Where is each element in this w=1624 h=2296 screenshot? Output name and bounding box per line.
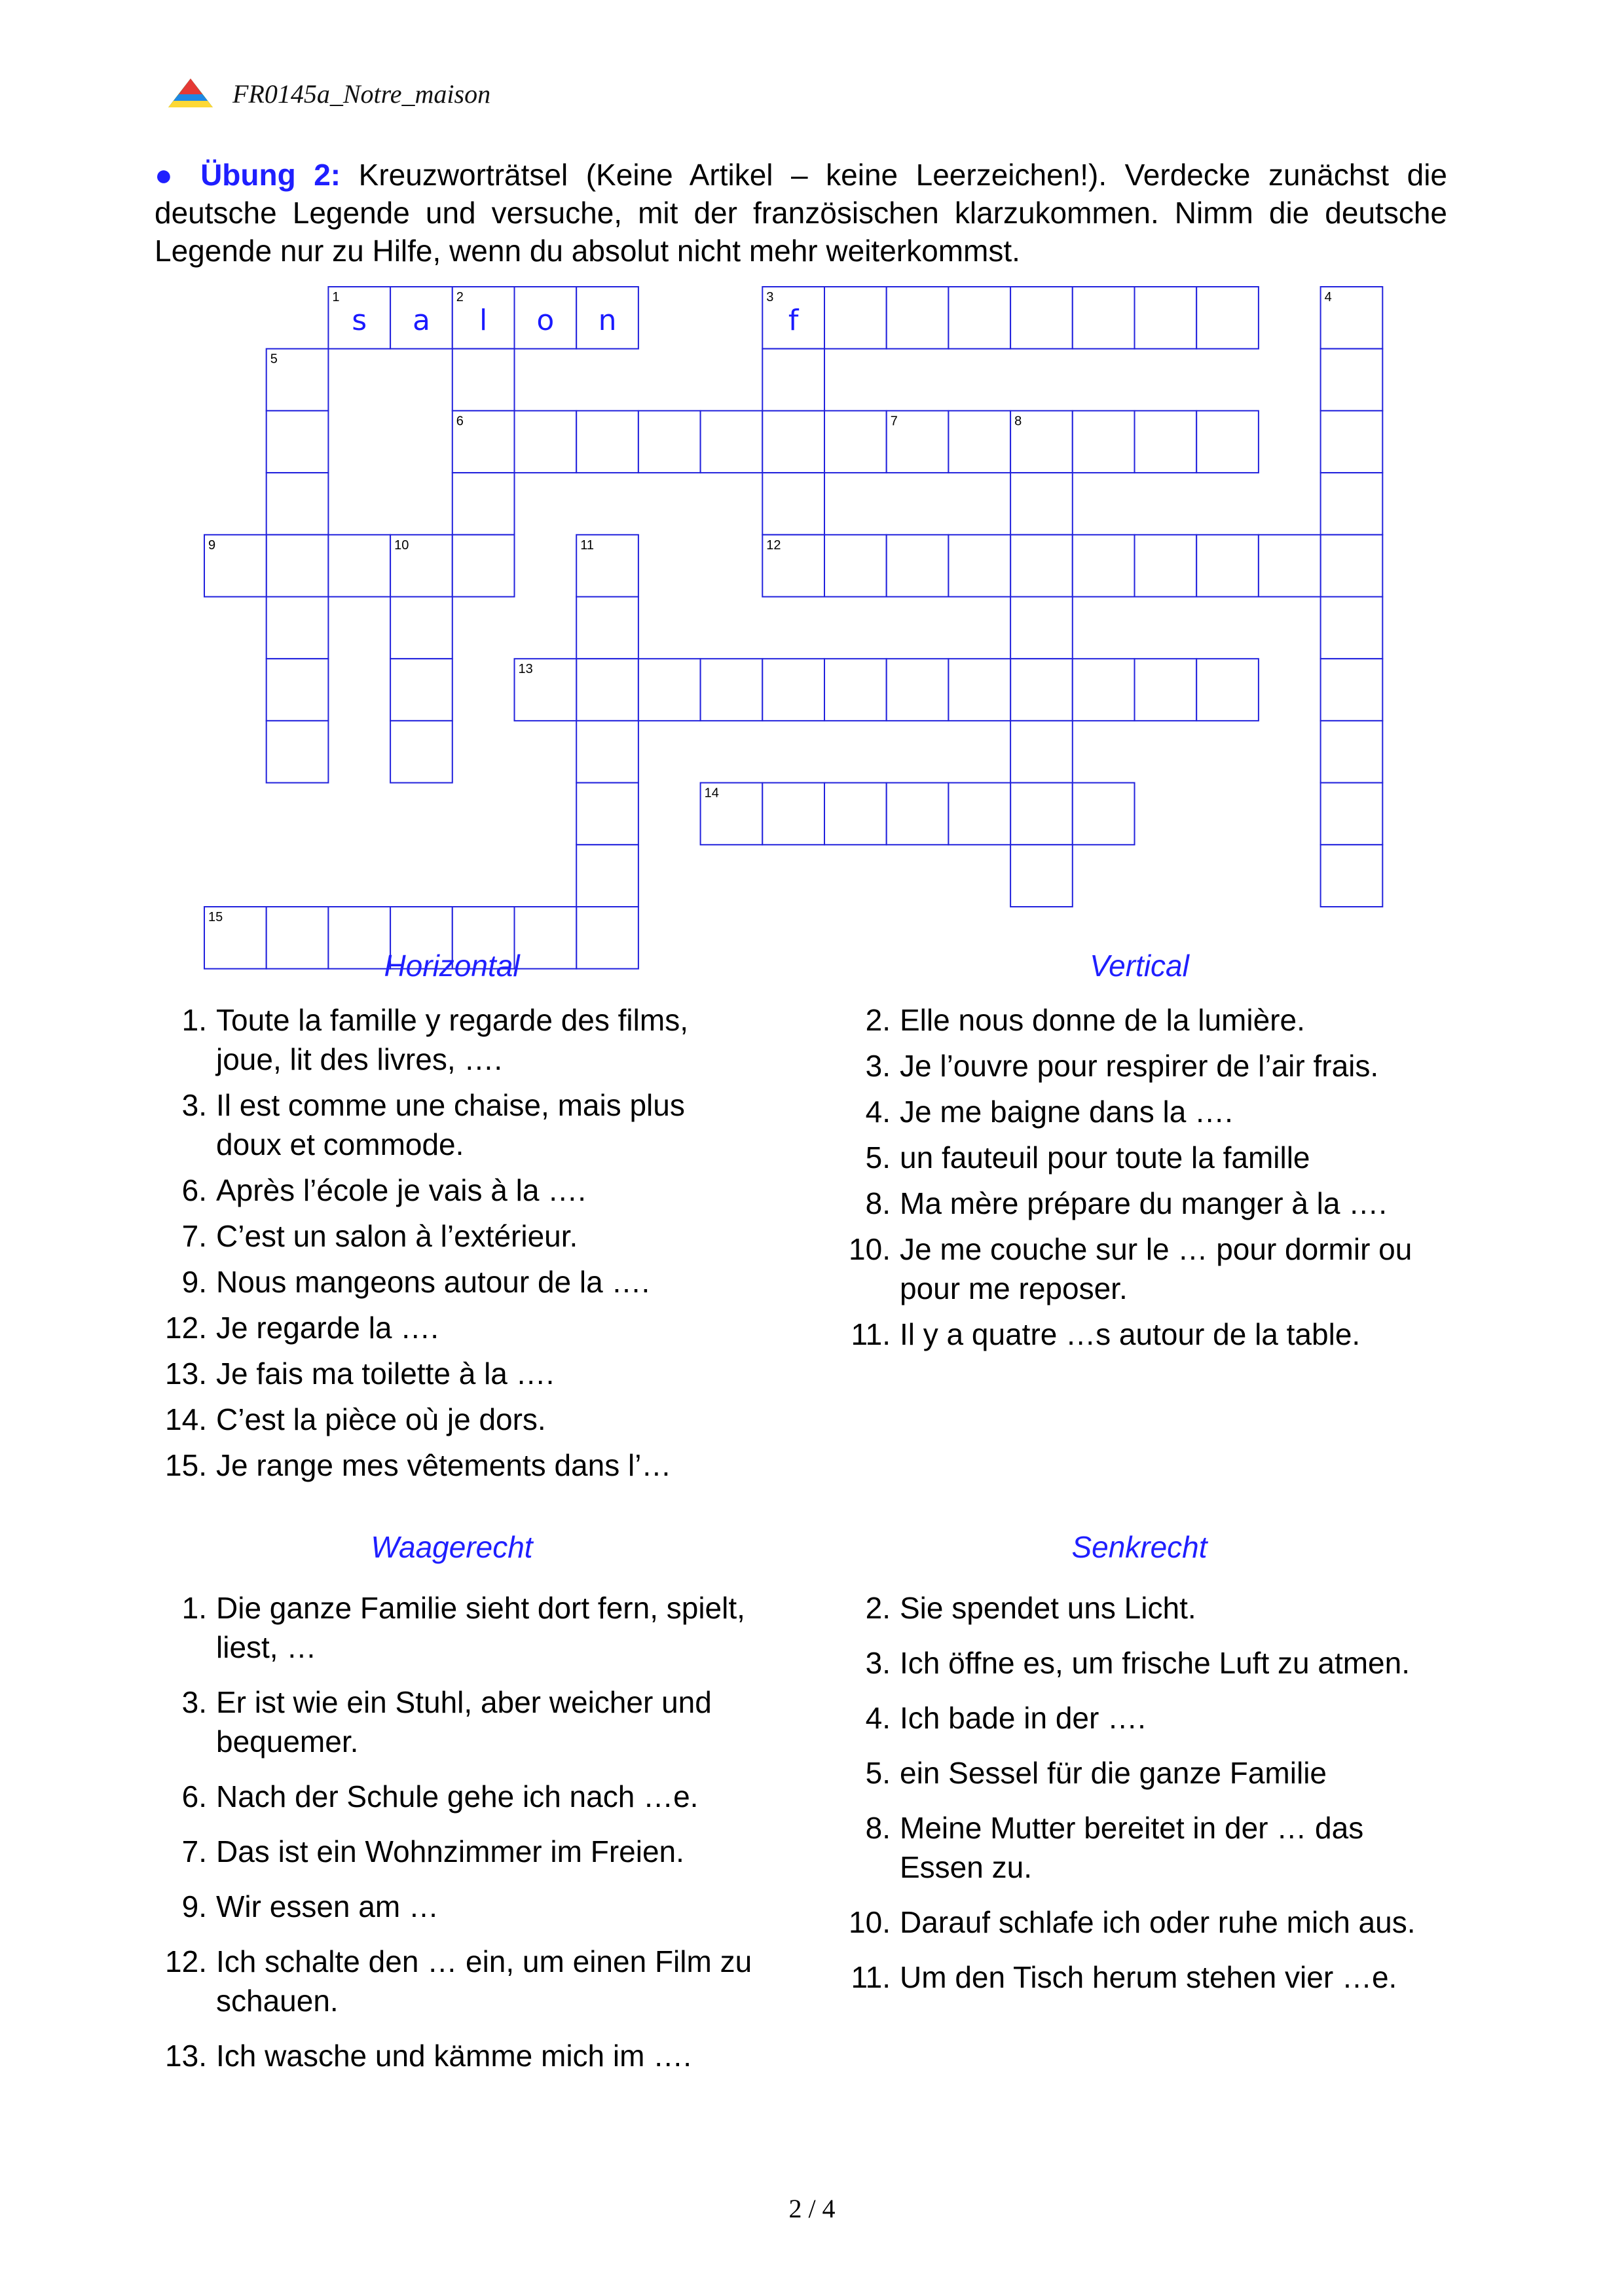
clue-item-text: Je me baigne dans la …. [900, 1095, 1233, 1129]
crossword-grid [0, 0, 1624, 982]
crossword-cell[interactable] [1196, 287, 1259, 349]
clue-number: 8 [1014, 414, 1022, 429]
crossword-cell[interactable] [1010, 721, 1073, 783]
clue-item [838, 1138, 1454, 1177]
crossword-cell[interactable] [576, 845, 638, 907]
crossword-cell[interactable] [948, 535, 1010, 597]
clue-item [838, 1753, 1454, 1793]
crossword-cell[interactable] [1135, 535, 1197, 597]
clue-item-text: Il y a quatre …s autour de la table. [900, 1317, 1361, 1351]
clue-number: 14 [704, 786, 719, 801]
crossword-cell[interactable] [1321, 535, 1383, 597]
clue-item [838, 1046, 1454, 1085]
crossword-cell[interactable] [576, 410, 638, 473]
crossword-cell[interactable] [948, 783, 1010, 845]
clue-item [838, 1958, 1454, 1997]
clue-number: 9 [208, 538, 216, 553]
clue-number: 10 [394, 538, 409, 553]
crossword-cell[interactable] [452, 349, 515, 411]
clue-item-number: 1. [181, 1003, 207, 1037]
crossword-cell[interactable] [1010, 473, 1073, 535]
crossword-cell[interactable] [638, 410, 701, 473]
crossword-cell[interactable] [576, 659, 638, 721]
clue-item [155, 1683, 757, 1761]
clue-item [155, 1262, 757, 1302]
crossword-cell[interactable] [762, 659, 824, 721]
clue-item-number: 9. [181, 1889, 207, 1923]
crossword-cell[interactable] [638, 659, 701, 721]
crossword-cell[interactable] [1010, 597, 1073, 659]
clue-item [155, 1588, 757, 1667]
french-horizontal-clues [155, 1000, 757, 1491]
crossword-cell[interactable] [948, 410, 1010, 473]
clue-item-number: 14. [165, 1402, 207, 1436]
clue-item-number: 7. [181, 1834, 207, 1868]
crossword-cell[interactable] [515, 410, 577, 473]
crossword-cell[interactable] [762, 410, 824, 473]
exercise-title: Übung 2: [200, 158, 341, 192]
crossword-cell[interactable] [887, 287, 949, 349]
crossword-cell[interactable] [267, 410, 329, 473]
instruction-text: Kreuzworträtsel (Keine Artikel – keine Leerzeichen!). Verdecke zunächst die deutsche Legende und versuche, mit der französischen klarzukommen. Nimm die deutsche Legende nur zu Hilfe, wenn du absolut nicht mehr weiterkommst. [155, 158, 1448, 268]
clue-item-number: 5. [865, 1756, 891, 1790]
clue-item-number: 15. [165, 1448, 207, 1482]
clue-item-text: Je regarde la …. [216, 1311, 439, 1345]
crossword-cell[interactable] [1073, 659, 1135, 721]
crossword-cell[interactable] [824, 535, 887, 597]
clue-item-number: 13. [165, 2039, 207, 2073]
clue-item [155, 1777, 757, 1816]
crossword-cell[interactable] [1073, 410, 1135, 473]
crossword-cell[interactable] [1321, 410, 1383, 473]
clue-item [155, 1887, 757, 1926]
german-vertical-title: Senkrecht [1071, 1530, 1208, 1564]
crossword-cell[interactable] [267, 473, 329, 535]
crossword-cell[interactable] [390, 721, 452, 783]
clue-number: 2 [456, 290, 464, 304]
crossword-cell[interactable] [576, 783, 638, 845]
clue-item-number: 2. [865, 1591, 891, 1625]
clue-item [838, 1698, 1454, 1738]
crossword-cell[interactable] [452, 535, 515, 597]
clue-item-number: 3. [865, 1049, 891, 1083]
clue-item-number: 13. [165, 1357, 207, 1391]
clue-item-text: Das ist ein Wohnzimmer im Freien. [216, 1834, 684, 1868]
clue-item [155, 1446, 757, 1485]
crossword-cell[interactable] [576, 721, 638, 783]
clue-item-text: Meine Mutter bereitet in der … das Essen zu. [900, 1811, 1364, 1884]
crossword-cell[interactable] [948, 287, 1010, 349]
clue-item-number: 4. [865, 1701, 891, 1735]
crossword-cell[interactable] [1135, 659, 1197, 721]
french-vertical-clues [838, 1000, 1454, 1360]
crossword-cell[interactable] [267, 535, 329, 597]
clue-item-text: Wir essen am … [216, 1889, 439, 1923]
clue-item [838, 1315, 1454, 1354]
crossword-cell[interactable] [1321, 721, 1383, 783]
clue-item [838, 1230, 1454, 1308]
clue-item-number: 8. [865, 1811, 891, 1845]
clue-item-number: 11. [851, 1960, 891, 1994]
clue-item-text: Nach der Schule gehe ich nach …e. [216, 1779, 699, 1813]
filled-letter: n [598, 304, 617, 337]
clue-number: 15 [208, 910, 223, 924]
clue-item [838, 1184, 1454, 1223]
german-horizontal-clues [155, 1588, 757, 2091]
filled-letter: a [412, 304, 430, 337]
crossword-cell[interactable] [824, 410, 887, 473]
crossword-cell[interactable] [1196, 535, 1259, 597]
clue-number: 5 [270, 352, 278, 367]
crossword-cell[interactable] [701, 659, 763, 721]
clue-item-text: C’est un salon à l’extérieur. [216, 1219, 578, 1253]
clue-item-text: Après l’école je vais à la …. [216, 1173, 587, 1207]
filled-letter: o [536, 304, 555, 337]
clue-item-number: 11. [851, 1317, 891, 1351]
crossword-cell[interactable] [1135, 410, 1197, 473]
clue-item-text: Ma mère prépare du manger à la …. [900, 1186, 1388, 1220]
clue-item-number: 3. [181, 1088, 207, 1122]
clue-item [838, 1000, 1454, 1040]
clue-item-number: 6. [181, 1779, 207, 1813]
crossword-cell[interactable] [1321, 473, 1383, 535]
clue-item-number: 9. [181, 1265, 207, 1299]
clue-item-text: C’est la pièce où je dors. [216, 1402, 546, 1436]
clue-item-number: 3. [181, 1685, 207, 1719]
clue-item-text: Ich schalte den … ein, um einen Film zu schauen. [216, 1944, 752, 2018]
crossword-cell[interactable] [824, 783, 887, 845]
clue-item-text: Er ist wie ein Stuhl, aber weicher und bequemer. [216, 1685, 712, 1758]
clue-item-number: 5. [865, 1140, 891, 1175]
crossword-cell[interactable] [267, 597, 329, 659]
crossword-cell[interactable] [1321, 597, 1383, 659]
clue-item-number: 6. [181, 1173, 207, 1207]
crossword-cell[interactable] [1073, 287, 1135, 349]
crossword-cell[interactable] [1196, 410, 1259, 473]
clue-item-text: Um den Tisch herum stehen vier …e. [900, 1960, 1397, 1994]
clue-item [838, 1903, 1454, 1942]
clue-item [155, 2036, 757, 2075]
crossword-cell[interactable] [887, 659, 949, 721]
clue-item-text: ein Sessel für die ganze Familie [900, 1756, 1327, 1790]
clue-number: 11 [580, 538, 594, 553]
crossword-cell[interactable] [762, 349, 824, 411]
crossword-cell[interactable] [390, 597, 452, 659]
crossword-cell[interactable] [762, 783, 824, 845]
crossword-cell[interactable] [1010, 783, 1073, 845]
clue-number: 12 [766, 538, 781, 553]
crossword-cell[interactable] [1135, 287, 1197, 349]
crossword-cell[interactable] [1010, 535, 1073, 597]
crossword-cell[interactable] [1259, 535, 1321, 597]
clue-item [155, 1216, 757, 1256]
crossword-cell[interactable] [267, 721, 329, 783]
clue-item-number: 12. [165, 1944, 207, 1978]
clue-item-text: Ich wasche und kämme mich im …. [216, 2039, 692, 2073]
crossword-cell[interactable] [1321, 783, 1383, 845]
german-vertical-clues [838, 1588, 1454, 2013]
crossword-cell[interactable] [887, 535, 949, 597]
clue-number: 1 [332, 290, 340, 304]
clue-item-number: 1. [181, 1591, 207, 1625]
clue-item [155, 1400, 757, 1439]
clue-item-text: Je l’ouvre pour respirer de l’air frais. [900, 1049, 1379, 1083]
clue-item-text: Je range mes vêtements dans l’… [216, 1448, 672, 1482]
crossword-cell[interactable] [1010, 287, 1073, 349]
german-horizontal-title: Waagerecht [371, 1530, 533, 1564]
clue-number: 13 [518, 662, 533, 677]
clue-item [155, 1171, 757, 1210]
clue-item-text: Darauf schlafe ich oder ruhe mich aus. [900, 1905, 1416, 1939]
clue-item-text: Die ganze Familie sieht dort fern, spielt, liest, … [216, 1591, 745, 1664]
clue-item-text: Il est comme une chaise, mais plus doux et commode. [216, 1088, 685, 1161]
filled-letter: f [788, 304, 799, 337]
crossword-cell[interactable] [824, 659, 887, 721]
crossword-cell[interactable] [948, 659, 1010, 721]
clue-number: 4 [1324, 290, 1332, 304]
clue-item [838, 1808, 1454, 1887]
clue-number: 7 [890, 414, 898, 429]
crossword-cell[interactable] [1010, 845, 1073, 907]
crossword-cell[interactable] [1073, 535, 1135, 597]
clue-item [155, 1832, 757, 1871]
clue-number: 3 [766, 290, 774, 304]
french-horizontal-title: Horizontal [384, 949, 520, 983]
clue-item-text: Nous mangeons autour de la …. [216, 1265, 650, 1299]
clue-item [155, 1000, 757, 1079]
crossword-cell[interactable] [1196, 659, 1259, 721]
clue-item-text: Je fais ma toilette à la …. [216, 1357, 555, 1391]
clue-number: 6 [456, 414, 464, 429]
document-code: FR0145a_Notre_maison [232, 79, 491, 109]
clue-item-text: Ich öffne es, um frische Luft zu atmen. [900, 1646, 1410, 1680]
crossword-cell[interactable] [1010, 659, 1073, 721]
crossword-cell[interactable] [762, 473, 824, 535]
clue-item-text: Je me couche sur le … pour dormir ou pour me reposer. [900, 1232, 1412, 1305]
clue-item-number: 3. [865, 1646, 891, 1680]
clue-item-number: 10. [849, 1232, 891, 1266]
page-number: 2 / 4 [788, 2194, 836, 2223]
clue-item-number: 10. [849, 1905, 891, 1939]
clue-item-text: Elle nous donne de la lumière. [900, 1003, 1305, 1037]
clue-item [838, 1588, 1454, 1628]
clue-item [838, 1643, 1454, 1683]
clue-item-text: Toute la famille y regarde des films, joue, lit des livres, …. [216, 1003, 688, 1076]
clue-item-number: 7. [181, 1219, 207, 1253]
filled-letter: l [479, 304, 488, 337]
crossword-cell[interactable] [390, 659, 452, 721]
crossword-cell[interactable] [452, 473, 515, 535]
crossword-cell[interactable] [824, 287, 887, 349]
bullet-icon: ● [155, 158, 183, 192]
clue-item-text: Sie spendet uns Licht. [900, 1591, 1196, 1625]
french-vertical-title: Vertical [1090, 949, 1189, 983]
crossword-cell[interactable] [1073, 783, 1135, 845]
clue-item-number: 12. [165, 1311, 207, 1345]
crossword-cell[interactable] [267, 659, 329, 721]
clue-item-number: 4. [865, 1095, 891, 1129]
clue-item-text: Ich bade in der …. [900, 1701, 1146, 1735]
clue-item [155, 1354, 757, 1393]
crossword-cell[interactable] [887, 783, 949, 845]
crossword-cell[interactable] [1321, 845, 1383, 907]
clue-item [155, 1308, 757, 1347]
crossword-cell[interactable] [1321, 659, 1383, 721]
clue-item-text: un fauteuil pour toute la famille [900, 1140, 1310, 1175]
crossword-cell[interactable] [1321, 349, 1383, 411]
filled-letter: s [352, 304, 367, 337]
crossword-cell[interactable] [701, 410, 763, 473]
clue-item [155, 1942, 757, 2020]
clue-item [838, 1092, 1454, 1131]
crossword-cell[interactable] [328, 535, 390, 597]
clue-item [155, 1085, 757, 1164]
crossword-cell[interactable] [576, 597, 638, 659]
clue-item-number: 2. [865, 1003, 891, 1037]
clue-item-number: 8. [865, 1186, 891, 1220]
